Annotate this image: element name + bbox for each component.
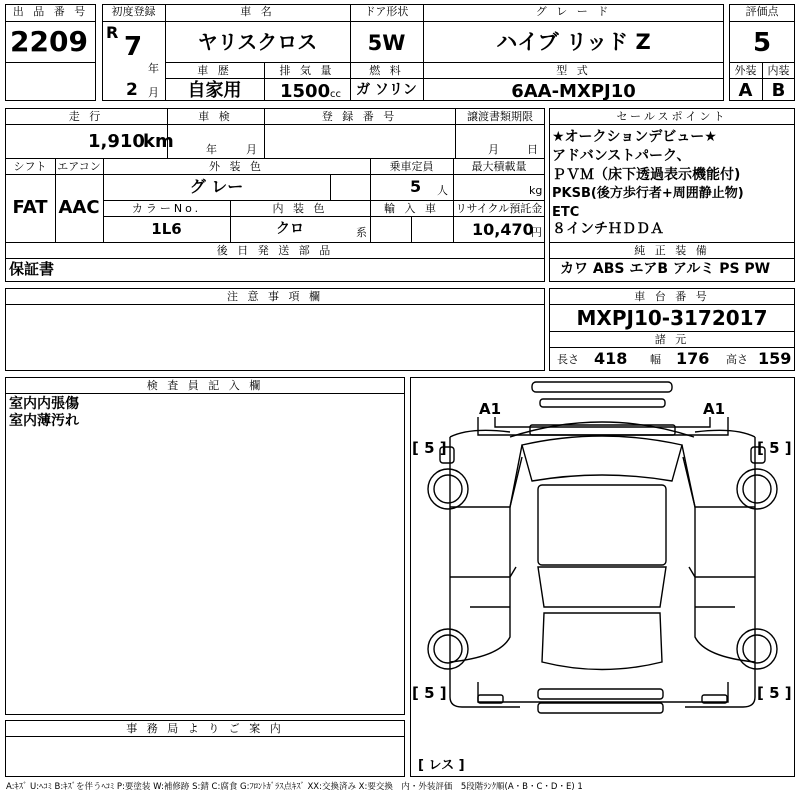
tire-rear-right: [ 5 ]	[757, 684, 792, 702]
inspection-month-unit: 月	[246, 143, 257, 156]
series-unit: 系	[356, 226, 367, 239]
length-value: 418	[594, 349, 628, 368]
sales-point-2: アドバンストパーク、	[552, 148, 691, 164]
inspector-note-2: 室内薄汚れ	[9, 413, 79, 429]
model-type-value: 6AA-MXPJ10	[511, 81, 636, 102]
color-no-value: 1L6	[151, 220, 182, 238]
displacement-label: 排 気 量	[279, 64, 335, 77]
month-value: 2	[126, 80, 138, 100]
transfer-day-unit: 日	[527, 143, 538, 156]
month-unit: 月	[148, 86, 159, 99]
car-diagram	[410, 377, 795, 777]
mileage-value: 1,910	[88, 131, 145, 152]
a1-left-mark: A1	[479, 400, 502, 418]
score-label: 評価点	[745, 5, 779, 18]
interior-label: 内装	[767, 64, 790, 77]
inspector-note-1: 室内内張傷	[9, 396, 79, 412]
height-label: 高さ	[726, 353, 748, 366]
color-no-label: カラーNo.	[131, 202, 202, 215]
caution-label: 注 意 事 項 欄	[227, 290, 323, 303]
car-name-label: 車 名	[240, 5, 275, 18]
aircon-label: エアコン	[57, 160, 101, 173]
sales-point-6: ８インチＨＤＤＡ	[552, 221, 664, 237]
dimensions-label: 諸 元	[654, 333, 690, 346]
capacity-label: 乗車定員	[389, 160, 434, 173]
kg-unit: kg	[529, 184, 543, 197]
door-type-label: ドア形状	[364, 5, 409, 18]
history-label: 車 歴	[197, 64, 232, 77]
transfer-month-unit: 月	[488, 143, 499, 156]
cc-unit: cc	[330, 89, 341, 100]
grade-label: グ レ ー ド	[535, 5, 612, 18]
lot-no-value: 2209	[10, 25, 88, 58]
recycle-value: 10,470	[472, 220, 534, 239]
year-unit: 年	[148, 62, 159, 75]
sales-point-4: PKSB(後方歩行者+周囲静止物)	[552, 186, 744, 201]
import-label: 輸 入 車	[384, 202, 439, 215]
shift-value: FAT	[12, 197, 48, 218]
a1-right-mark: A1	[703, 400, 726, 418]
equipment-value: カワ ABS エアB アルミ PS PW	[560, 261, 771, 277]
width-value: 176	[676, 349, 710, 368]
score-value: 5	[752, 28, 772, 58]
spare-tire: [ レス ]	[418, 758, 465, 773]
height-value: 159	[758, 349, 792, 368]
aircon-value: AAC	[58, 197, 100, 218]
exterior-label: 外装	[734, 64, 757, 77]
era-value: R	[106, 23, 119, 42]
tire-rear-left: [ 5 ]	[412, 684, 447, 702]
displacement-value: 1500	[280, 81, 331, 102]
first-reg-label: 初度登録	[111, 5, 156, 18]
int-color-value: クロ	[276, 221, 304, 237]
mileage-label: 走 行	[68, 110, 104, 123]
capacity-value: 5	[410, 177, 422, 196]
chassis-value: MXPJ10-3172017	[576, 306, 768, 330]
ext-color-value: グ レー	[189, 177, 244, 196]
tire-front-left: [ 5 ]	[412, 439, 447, 457]
transfer-label: 譲渡書類期限	[467, 110, 533, 123]
recycle-label: リサイクル預託金	[455, 202, 543, 215]
shift-label: シフト	[13, 160, 47, 173]
fuel-value: ガ ソリン	[356, 82, 417, 98]
history-value: 自家用	[187, 80, 242, 101]
width-label: 幅	[650, 353, 661, 366]
km-unit: km	[143, 131, 174, 152]
year-value: 7	[124, 32, 143, 62]
tire-front-right: [ 5 ]	[757, 439, 792, 457]
legend-text: A:ｷｽﾞ U:ﾍｺﾐ B:ｷｽﾞを伴うﾍｺﾐ P:要塗装 W:補修跡 S:錆 C:腐食 G:ﾌﾛﾝﾄｶﾞﾗｽ点ｷｽﾞ XX:交換済み X:要交換 内・外装評価 5段階ﾗﾝｸ順(A・B・C・D・E) 1	[6, 782, 583, 792]
reg-no-label: 登 録 番 号	[321, 110, 398, 123]
person-unit: 人	[437, 184, 448, 197]
max-load-label: 最大積載量	[471, 160, 527, 173]
sales-point-5: ETC	[552, 205, 580, 220]
ext-color-label: 外 装 色	[209, 160, 264, 173]
yen-unit: 円	[531, 226, 542, 239]
door-value: 5W	[367, 31, 406, 55]
equipment-label: 純 正 装 備	[634, 244, 710, 257]
inspection-year-unit: 年	[206, 143, 217, 156]
int-color-label: 内 装 色	[272, 202, 328, 215]
sales-point-1: ★オークションデビュー★	[552, 129, 717, 145]
exterior-grade-value: A	[738, 80, 753, 101]
length-label: 長さ	[557, 353, 579, 366]
sales-point-label: セールスポイント	[616, 110, 728, 123]
chassis-label: 車 台 番 号	[634, 290, 710, 303]
fuel-label: 燃 料	[369, 64, 404, 77]
office-label: 事 務 局 よ り ご 案 内	[126, 722, 284, 735]
car-name-value: ヤリスクロス	[197, 30, 318, 54]
lot-no-label: 出 品 番 号	[12, 5, 89, 18]
later-items-label: 後 日 発 送 部 品	[216, 244, 334, 257]
inspector-label: 検 査 員 記 入 欄	[146, 379, 264, 392]
interior-grade-value: B	[771, 80, 786, 101]
sales-point-3: ＰＶＭ（床下透過表示機能付)	[552, 167, 741, 183]
inspection-label: 車 検	[198, 110, 233, 123]
model-type-label: 型 式	[556, 64, 591, 77]
grade-value: ハイブ リッド Z	[496, 30, 651, 54]
later-items-value: 保証書	[9, 260, 55, 278]
